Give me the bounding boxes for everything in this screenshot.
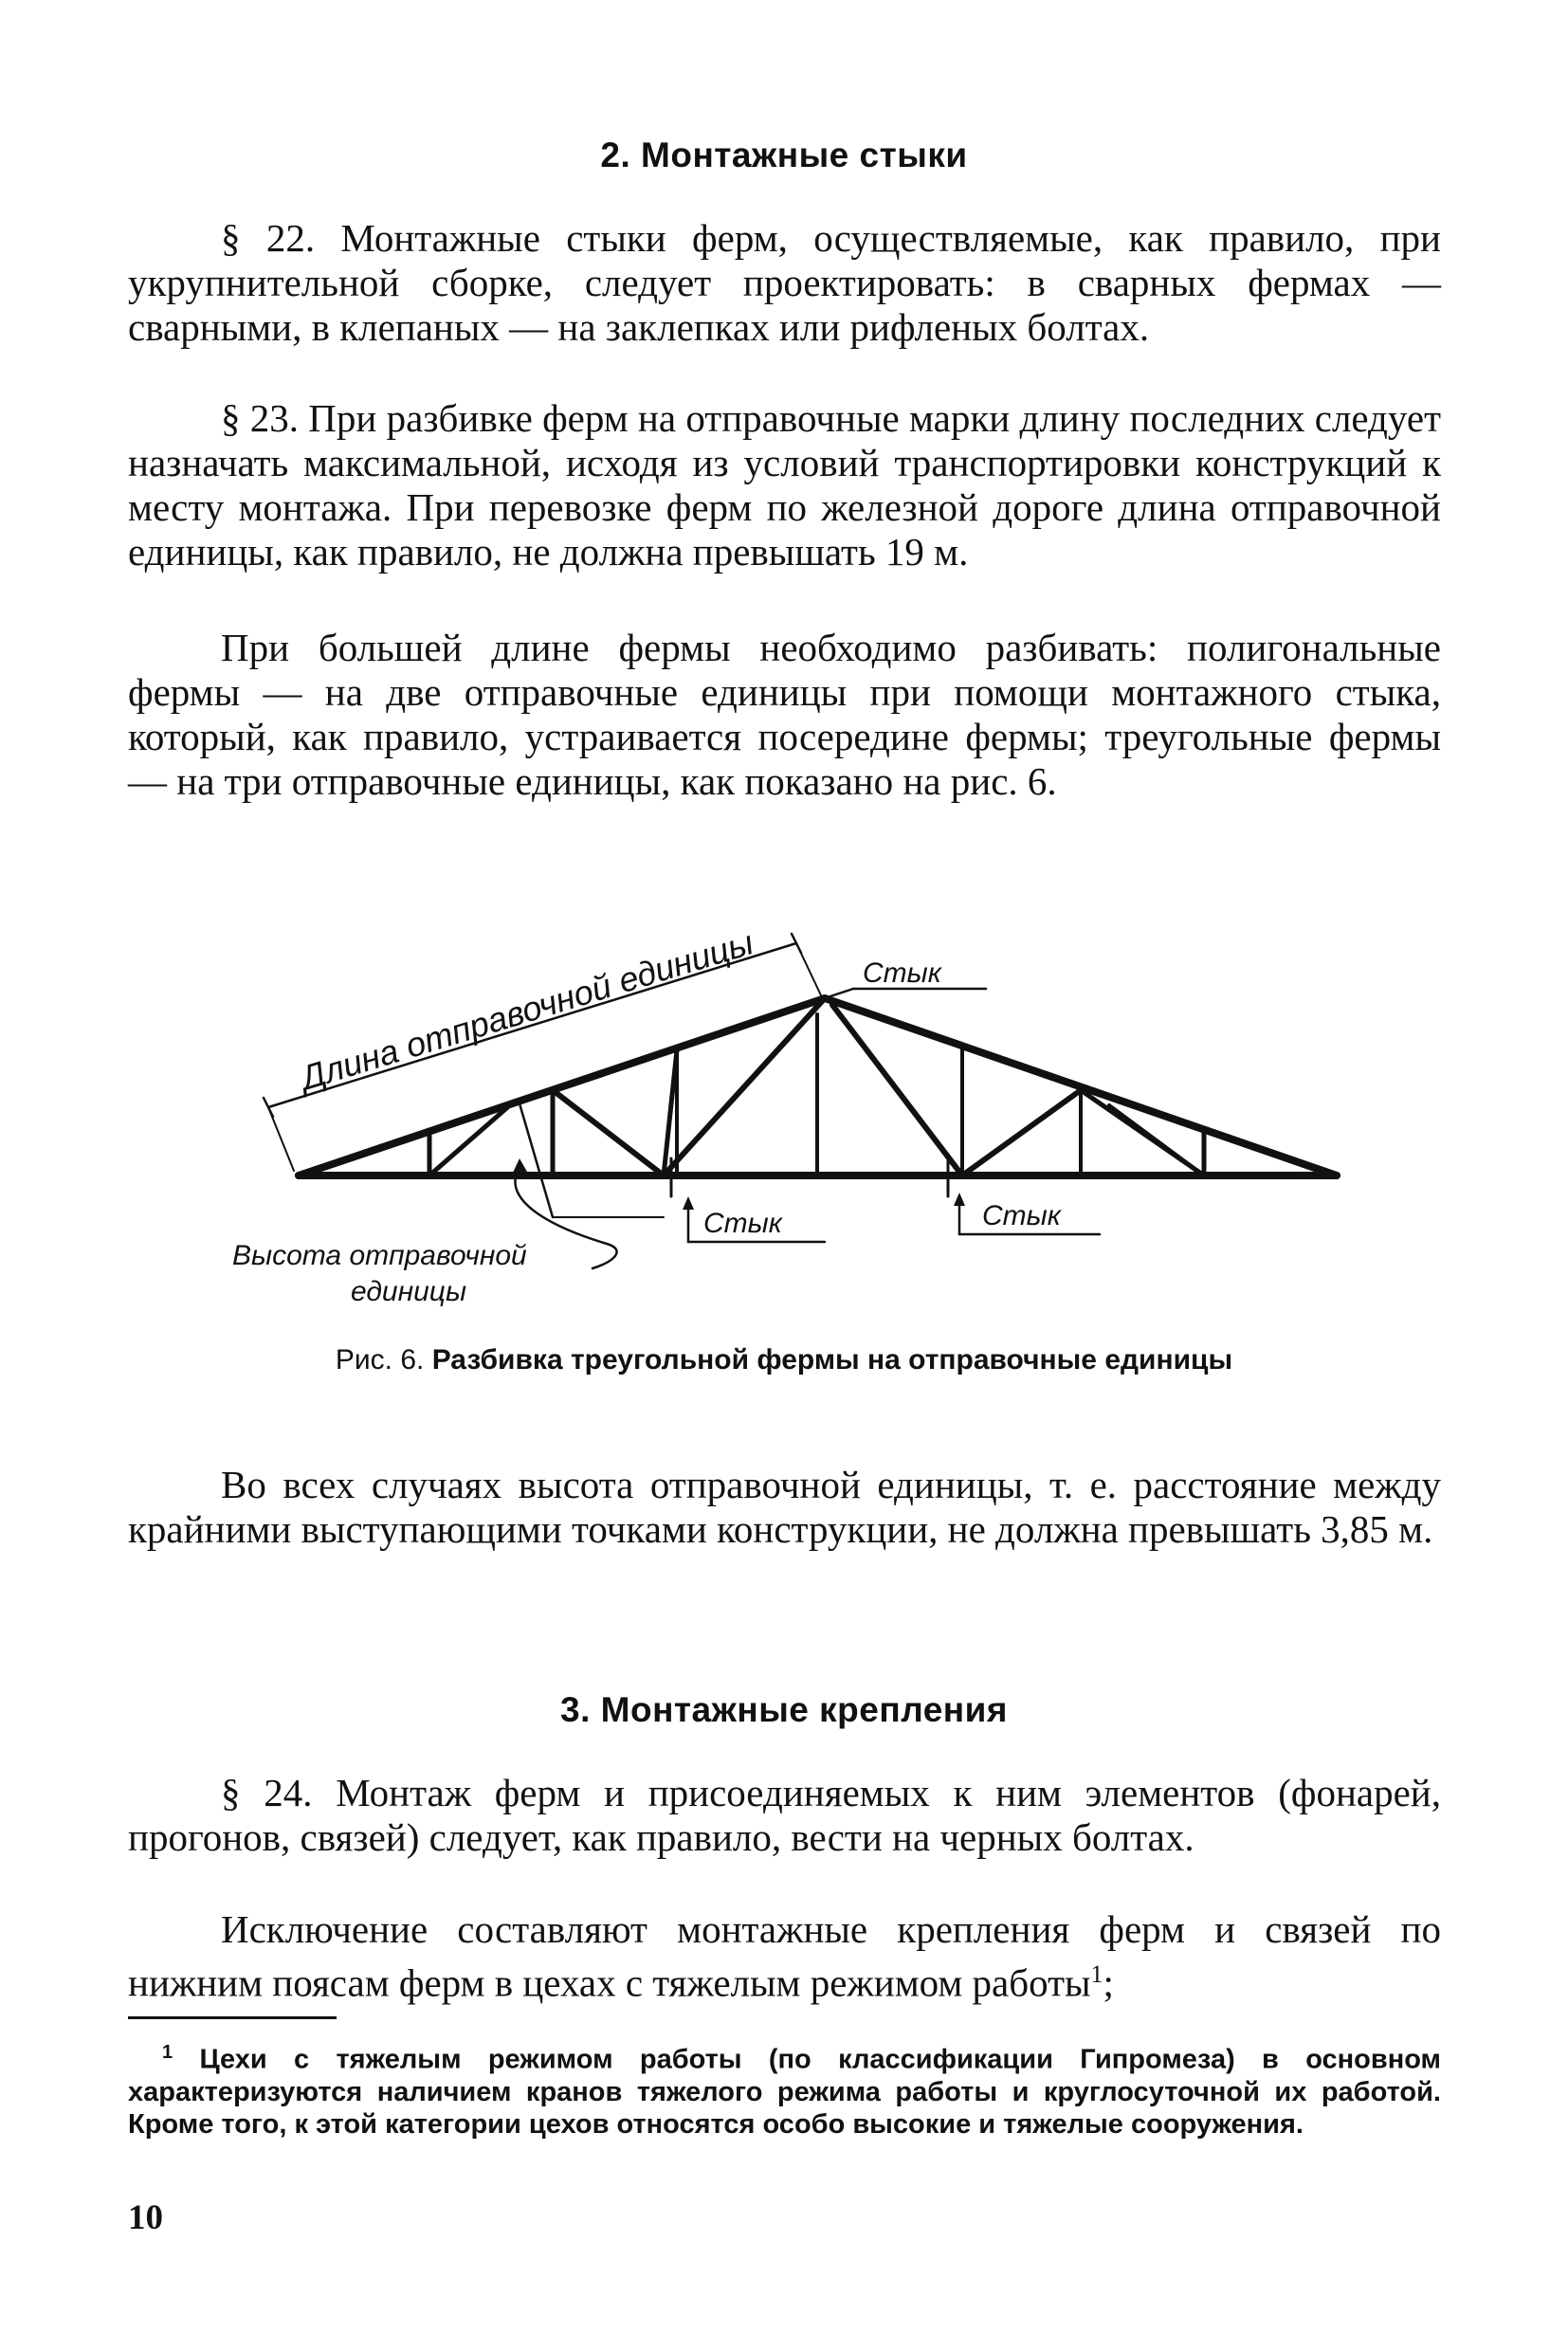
footnote-mark: 1 <box>162 2042 173 2063</box>
page-number: 10 <box>128 2198 163 2237</box>
paragraph-24-continued-end: ; <box>1103 1960 1114 2005</box>
arrowhead-left-joint <box>683 1196 694 1210</box>
footnote-divider <box>128 2016 337 2019</box>
paragraph-23: § 23. При разбивке ферм на отправочные марки длину последних следует назначать максимальной, исходя из условий транспортировки конструкций к месту монтажа. При перевозке ферм по железной дороге длина отправочной единицы, как правило, не должна превышать 19 м. <box>128 396 1441 574</box>
paragraph-height: Во всех случаях высота отправочной единицы, т. е. расстояние между крайними выступающими точками конструкции, не должна превышать 3,85 м. <box>128 1463 1441 1551</box>
label-joint-top: Стык <box>863 957 941 989</box>
label-length: Длина отправочной единицы <box>296 922 758 1098</box>
paragraph-24-continued-text: Исключение составляют монтажные крепления ферм и связей по нижним поясам ферм в цехах с тяжелым режимом работы <box>128 1907 1441 2005</box>
height-dimension-line <box>520 1103 553 1217</box>
web-member <box>664 1050 677 1176</box>
paragraph-23-continued: При большей длине фермы необходимо разбивать: полигональные фермы — на две отправочные единицы при помощи монтажного стыка, который, как правило, устраивается посередине фермы; треугольные фермы — на три отправочные единицы, как показано на рис. 6. <box>128 626 1441 803</box>
figure-caption <box>0 1344 1568 1376</box>
footnote-text: Цехи с тяжелым режимом работы (по классификации Гипромеза) в основном характеризуются наличием кранов тяжелого режима работы и круглосуточной их работой. Кроме того, к этой категории цехов относятся особо высокие и тяжелые сооружения. <box>128 2044 1442 2140</box>
label-joint-left: Стык <box>703 1208 782 1239</box>
section-3-title: 3. Монтажные крепления <box>560 1690 1008 1729</box>
dim-extension <box>268 1107 294 1171</box>
web-member <box>553 1090 664 1176</box>
truss-figure <box>0 901 1568 1337</box>
section-2-title: 2. Монтажные стыки <box>600 136 968 174</box>
web-member <box>832 1005 962 1176</box>
footnote <box>128 2036 1441 2141</box>
label-height-line1: Высота отправочной <box>232 1240 527 1271</box>
leader-top-joint <box>825 989 853 998</box>
dim-extension <box>796 943 821 995</box>
paragraph-24-continued <box>128 1907 1441 2006</box>
caption-text: Разбивка треугольной фермы на отправочные единицы <box>431 1344 1233 1376</box>
label-height-line2: единицы <box>351 1276 467 1307</box>
arrowhead-right-joint <box>954 1193 965 1206</box>
web-member <box>962 1090 1081 1176</box>
caption-prefix: Рис. 6. <box>335 1344 425 1376</box>
label-joint-right: Стык <box>982 1200 1061 1231</box>
arrowheads <box>513 1158 965 1210</box>
truss-drawing <box>264 934 1337 1268</box>
arrowhead-height <box>513 1158 527 1173</box>
footnote-reference: 1 <box>1090 1960 1103 1988</box>
paragraph-24: § 24. Монтаж ферм и присоединяемых к ним элементов (фонарей, прогонов, связей) следует, как правило, вести на черных болтах. <box>128 1771 1441 1859</box>
paragraph-22: § 22. Монтажные стыки ферм, осуществляемые, как правило, при укрупнительной сборке, следует проектировать: в сварных фермах — сварными, в клепаных — на заклепках или рифленых болтах. <box>128 216 1441 349</box>
